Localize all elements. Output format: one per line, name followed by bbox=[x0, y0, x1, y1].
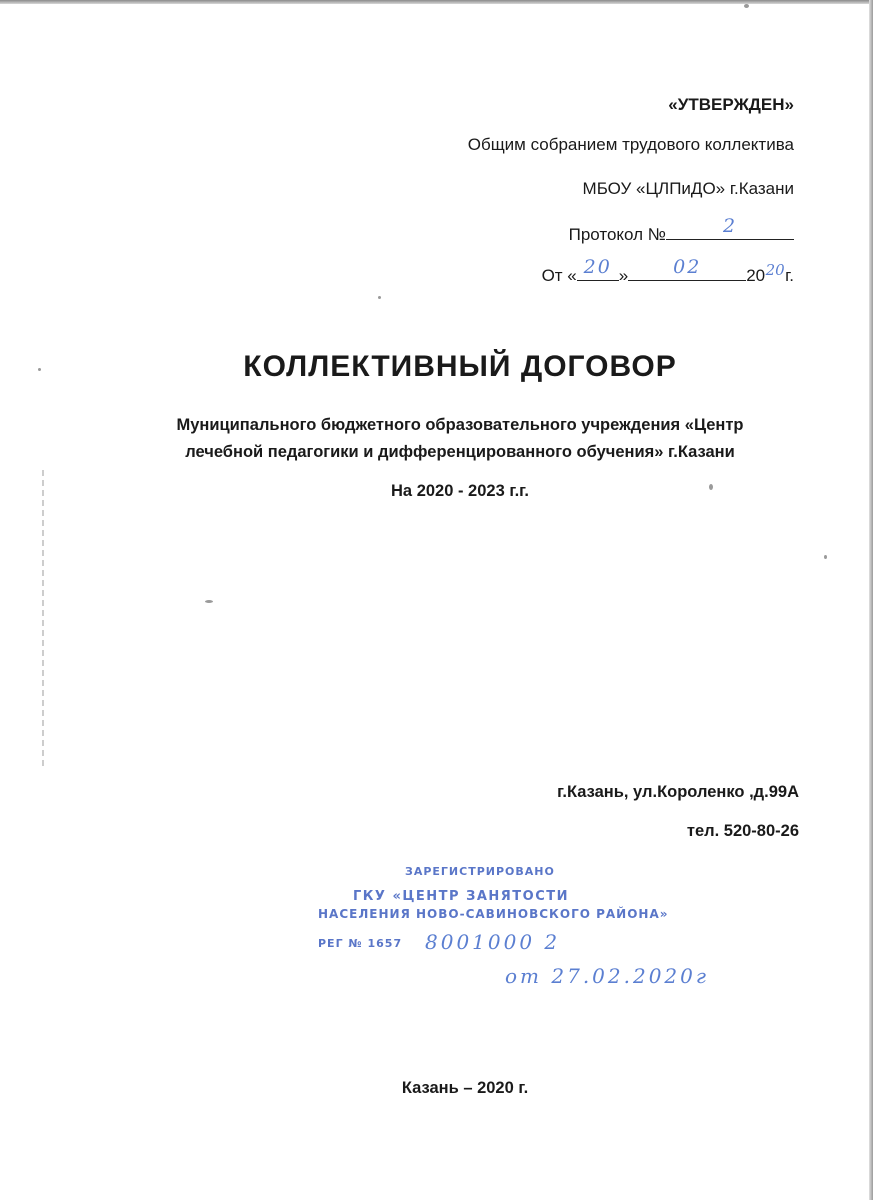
stamp-registered: ЗАРЕГИСТРИРОВАНО bbox=[405, 865, 555, 878]
document-title: КОЛЛЕКТИВНЫЙ ДОГОВОР bbox=[243, 350, 677, 383]
footer-city-year: Казань – 2020 г. bbox=[401, 1079, 529, 1097]
scan-speck bbox=[205, 600, 213, 603]
protocol-label: Протокол № bbox=[568, 225, 666, 244]
protocol-number-blank bbox=[666, 215, 794, 240]
date-year-blank bbox=[765, 263, 785, 281]
document-subtitle bbox=[100, 412, 820, 466]
stamp-reg-number-handwritten: 8001000 2 bbox=[425, 930, 561, 954]
date-prefix: От « bbox=[541, 266, 577, 285]
approval-organization: МБОУ «ЦЛПиДО» г.Казани bbox=[582, 179, 794, 198]
address: г.Казань, ул.Короленко ,д.99А bbox=[557, 783, 799, 801]
date-year-prefix: 20 bbox=[746, 266, 766, 285]
scan-speck bbox=[824, 555, 827, 559]
subtitle-line: лечебной педагогики и дифференцированного обучения» г.Казани bbox=[185, 443, 735, 461]
date-day-handwritten: 20 bbox=[583, 256, 612, 278]
protocol-number-handwritten: 2 bbox=[722, 215, 738, 237]
approval-body-line: Общим собранием трудового коллектива bbox=[467, 135, 794, 154]
binding-mark bbox=[42, 470, 44, 770]
scan-speck bbox=[378, 296, 381, 299]
date-day-blank bbox=[577, 256, 619, 281]
stamp-reg-label: РЕГ № 1657 bbox=[318, 937, 403, 950]
date-mid: » bbox=[618, 266, 629, 285]
stamp-district: НАСЕЛЕНИЯ НОВО-САВИНОВСКОГО РАЙОНА» bbox=[318, 907, 669, 921]
date-month-handwritten: 02 bbox=[673, 256, 702, 278]
approval-date bbox=[541, 256, 794, 286]
stamp-agency: ГКУ «ЦЕНТР ЗАНЯТОСТИ bbox=[353, 889, 569, 904]
document-period: На 2020 - 2023 г.г. bbox=[391, 482, 529, 500]
date-end: г. bbox=[785, 266, 794, 285]
page-top-edge bbox=[0, 0, 873, 4]
page-right-edge bbox=[869, 0, 873, 1200]
subtitle-line: Муниципального бюджетного образовательного учреждения «Центр bbox=[176, 416, 744, 434]
date-month-blank bbox=[628, 256, 746, 281]
approval-title: «УТВЕРЖДЕН» bbox=[668, 95, 794, 114]
phone: тел. 520-80-26 bbox=[686, 822, 799, 840]
stamp-reg-date-handwritten: от 27.02.2020г bbox=[505, 964, 709, 988]
date-year-handwritten: 20 bbox=[765, 261, 785, 279]
approval-protocol bbox=[568, 215, 794, 245]
scan-speck bbox=[744, 4, 749, 8]
